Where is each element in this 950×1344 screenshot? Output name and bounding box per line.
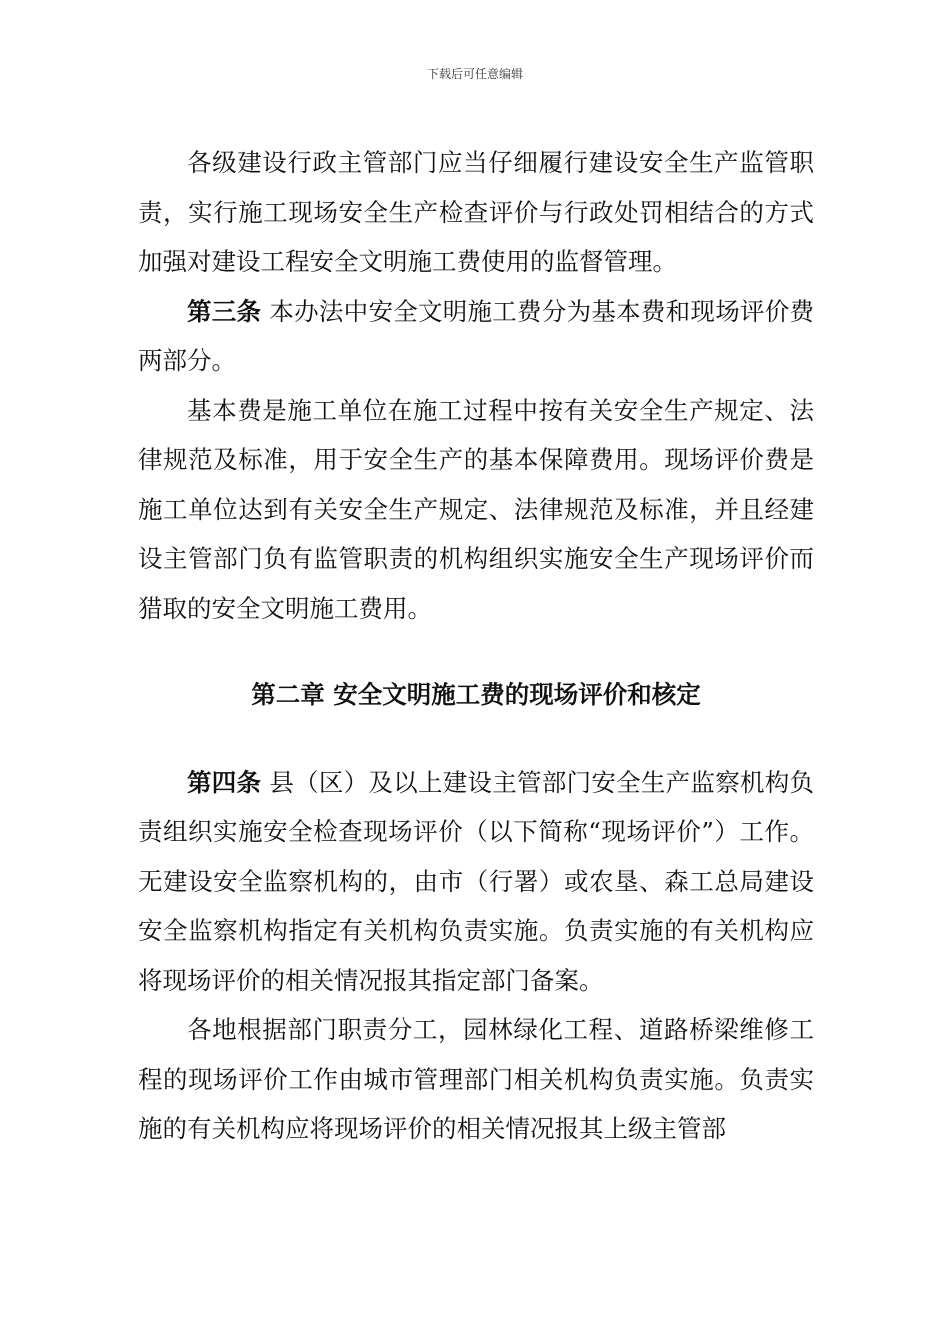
- paragraph-supervision-duties: [138, 138, 814, 287]
- paragraph-text: 本办法中安全文明施工费分为基本费和现场评价费两部分。: [138, 296, 814, 375]
- paragraph-local-division: [138, 1005, 814, 1154]
- paragraph-text: 各地根据部门职责分工，园林绿化工程、道路桥梁维修工程的现场评价工作由城市管理部门相关机构负责实施。负责实施的有关机构应将现场评价的相关情况报其上级主管部: [138, 1015, 814, 1143]
- paragraph-article-3: [138, 287, 814, 386]
- article-lead: 第四条: [187, 767, 262, 797]
- paragraph-article-4: [138, 758, 814, 1006]
- document-body: [138, 138, 814, 1154]
- paragraph-basic-fee-definition: [138, 386, 814, 634]
- chapter-heading: 第二章 安全文明施工费的现场评价和核定: [251, 680, 701, 709]
- page-header: 下载后可任意编辑: [426, 67, 523, 81]
- paragraph-text: 基本费是施工单位在施工过程中按有关安全生产规定、法律规范及标准，用于安全生产的基本保障费用。现场评价费是施工单位达到有关安全生产规定、法律规范及标准，并且经建设主管部门负有监管职责的机构组织实施安全生产现场评价而猎取的安全文明施工费用。: [138, 395, 814, 623]
- article-lead: 第三条: [187, 296, 262, 326]
- paragraph-text: 县（区）及以上建设主管部门安全生产监察机构负责组织实施安全检查现场评价（以下简称“现场评价”）工作。无建设安全监察机构的，由市（行署）或农垦、森工总局建设安全监察机构指定有关机构负责实施。负责实施的有关机构应将现场评价的相关情况报其指定部门备案。: [138, 767, 814, 995]
- paragraph-text: 各级建设行政主管部门应当仔细履行建设安全生产监管职责，实行施工现场安全生产检查评价与行政处罚相结合的方式加强对建设工程安全文明施工费使用的监督管理。: [138, 148, 814, 276]
